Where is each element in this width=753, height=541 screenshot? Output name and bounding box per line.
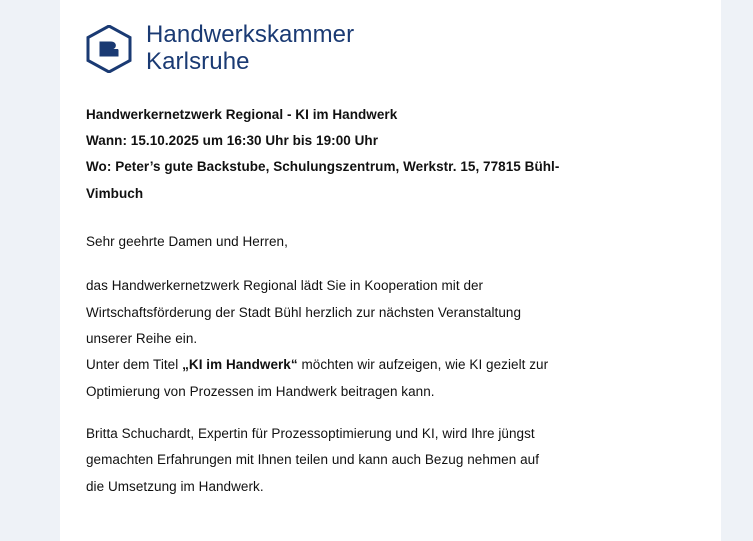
paragraph1-line2: Wirtschaftsförderung der Stadt Bühl herzlich zur nächsten Veranstaltung (86, 304, 522, 320)
email-content (60, 0, 721, 541)
event-when: Wann: 15.10.2025 um 16:30 Uhr bis 19:00 Uhr (86, 133, 379, 149)
spacer-after-headline (86, 207, 691, 229)
organization-name (146, 22, 354, 76)
paragraph2-line2: Optimierung von Prozessen im Handwerk beitragen kann. (86, 383, 435, 399)
paragraph3-line1: Britta Schuchardt, Expertin für Prozessoptimierung und KI, wird Ihre jüngst (86, 425, 535, 441)
event-headline-block (86, 102, 691, 207)
paragraph2-prefix: Unter dem Titel (86, 357, 183, 373)
paragraph1-line1: das Handwerkernetzwerk Regional lädt Sie in Kooperation mit der (86, 278, 484, 294)
body-paragraph-1 (86, 273, 691, 405)
salutation-text: Sehr geehrte Damen und Herren, (86, 234, 288, 249)
body-paragraph-3 (86, 421, 691, 500)
event-where-line1: Wo: Peter’s gute Backstube, Schulungszentrum, Werkstr. 15, 77815 Bühl- (86, 159, 560, 175)
salutation-paragraph (86, 229, 691, 255)
paragraph1-line3: unserer Reihe ein. (86, 330, 198, 346)
spacer-after-paragraph1 (86, 405, 691, 421)
event-title: Handwerkernetzwerk Regional - KI im Handwerk (86, 106, 398, 122)
paragraph2-suffix: möchten wir aufzeigen, wie KI gezielt zur (297, 357, 549, 373)
spacer-after-salutation (86, 255, 691, 273)
paragraph2-emphasis: „KI im Handwerk“ (182, 357, 298, 373)
event-where-line2: Vimbuch (86, 185, 144, 201)
organization-name-line2: Karlsruhe (146, 47, 250, 75)
right-margin-strip (721, 0, 753, 541)
paragraph3-line3: die Umsetzung im Handwerk. (86, 478, 264, 494)
hwk-hexagon-logo-icon (86, 25, 132, 73)
paragraph2-line1 (86, 352, 691, 378)
organization-name-line1: Handwerkskammer (146, 21, 355, 48)
paragraph3-line2: gemachten Erfahrungen mit Ihnen teilen und kann auch Bezug nehmen auf (86, 452, 540, 468)
left-margin-strip (0, 0, 60, 541)
organization-logo (86, 22, 691, 76)
